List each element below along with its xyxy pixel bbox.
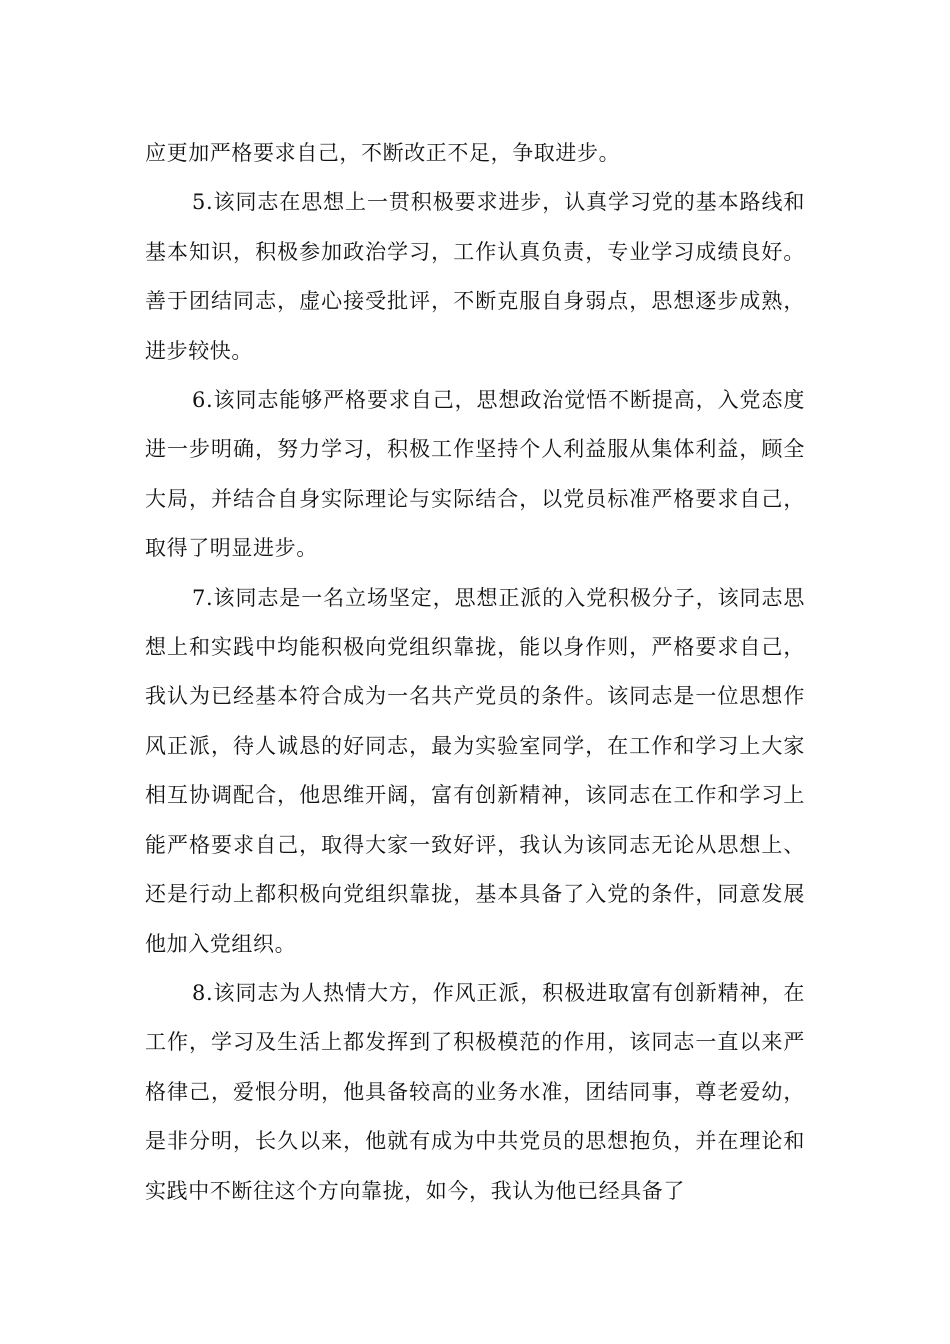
- paragraph-item-6: 6.该同志能够严格要求自己，思想政治觉悟不断提高，入党态度进一步明确，努力学习，积极工作坚持个人利益服从集体利益，顾全大局，并结合自身实际理论与实际结合，以党员标准严格要求自己，取得了明显进步。: [145, 388, 805, 561]
- paragraph-item-8: 8.该同志为人热情大方，作风正派，积极进取富有创新精神，在工作，学习及生活上都发挥到了积极模范的作用，该同志一直以来严格律己，爱恨分明，他具备较高的业务水准，团结同事，尊老爱幼，是非分明，长久以来，他就有成为中共党员的思想抱负，并在理论和实践中不断往这个方向靠拢，如今，我认为他已经具备了: [145, 980, 805, 1203]
- paragraph-item-7: 7.该同志是一名立场坚定，思想正派的入党积极分子，该同志思想上和实践中均能积极向党组织靠拢，能以身作则，严格要求自己，我认为已经基本符合成为一名共产党员的条件。该同志是一位思想作风正派，待人诚恳的好同志，最为实验室同学，在工作和学习上大家相互协调配合，他思维开阔，富有创新精神，该同志在工作和学习上能严格要求自己，取得大家一致好评，我认为该同志无论从思想上、还是行动上都积极向党组织靠拢，基本具备了入党的条件，同意发展他加入党组织。: [145, 585, 805, 956]
- paragraph-continuation: 应更加严格要求自己，不断改正不足，争取进步。: [145, 141, 621, 165]
- document-body: [145, 129, 805, 1216]
- paragraph-item-5: 5.该同志在思想上一贯积极要求进步，认真学习党的基本路线和基本知识，积极参加政治学习，工作认真负责，专业学习成绩良好。善于团结同志，虚心接受批评，不断克服自身弱点，思想逐步成熟，进步较快。: [145, 190, 805, 363]
